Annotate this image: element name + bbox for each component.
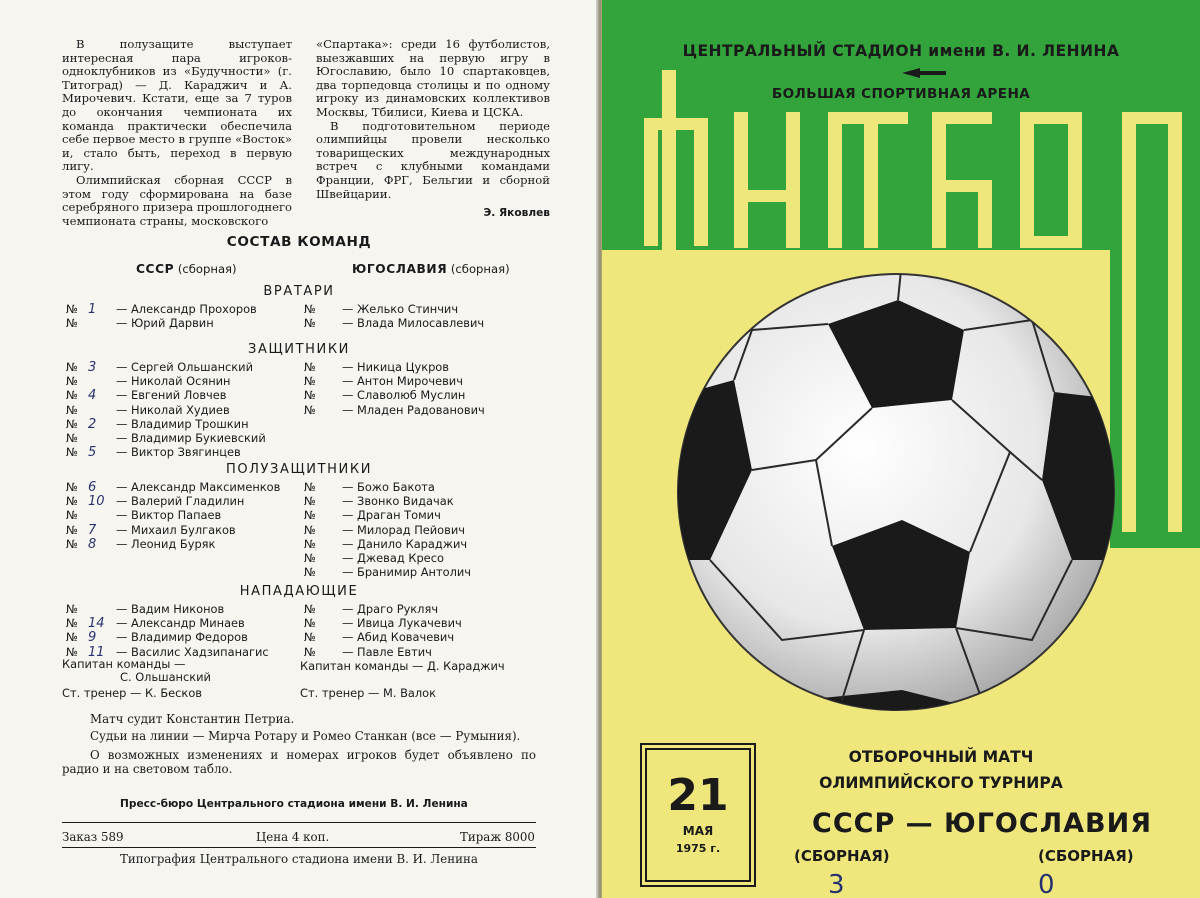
imprint-divider <box>62 847 536 848</box>
section-title: НАПАДАЮЩИЕ <box>239 584 359 599</box>
number-sign: № <box>66 316 78 331</box>
handwritten-number: 1 <box>88 302 97 317</box>
number-sign: № <box>304 536 316 551</box>
player-name: — Бранимир Антолич <box>342 565 471 580</box>
number-sign: № <box>66 402 78 417</box>
number-sign: № <box>66 630 78 645</box>
player-name: — Ивица Лукачевич <box>342 616 462 631</box>
number-sign: № <box>304 402 316 417</box>
player-row-yugoslavia <box>304 538 467 552</box>
coach-right: Ст. тренер — М. Валок <box>300 686 437 700</box>
handwritten-number: 14 <box>88 616 105 632</box>
player-row-ussr <box>66 617 245 631</box>
imprint-divider <box>62 822 536 823</box>
score-right: 0 <box>1038 870 1055 898</box>
player-name: — Виктор Папаев <box>116 508 222 523</box>
match-day: 21 <box>667 770 729 821</box>
player-row-ussr <box>66 361 253 375</box>
player-name: — Джевад Кресо <box>342 551 444 565</box>
player-name: — Александр Максименков <box>116 480 281 494</box>
player-row-yugoslavia <box>304 361 449 375</box>
handwritten-number: 5 <box>88 445 97 461</box>
number-sign: № <box>304 316 316 331</box>
number-sign: № <box>304 522 316 537</box>
arena-name: БОЛЬШАЯ СПОРТИВНАЯ АРЕНА <box>771 86 1031 102</box>
player-name: — Владимир Трошкин <box>116 416 249 431</box>
program-inner-page <box>0 0 598 898</box>
number-sign: № <box>304 360 316 374</box>
number-sign: № <box>304 565 316 580</box>
player-name: — Данило Караджич <box>342 536 468 551</box>
player-name: — Валерий Гладилин <box>116 494 245 509</box>
intro-column-left <box>62 38 292 228</box>
coach-left: Ст. тренер — К. Бесков <box>62 686 202 700</box>
number-sign: № <box>66 374 78 389</box>
number-sign: № <box>304 302 316 316</box>
player-name: — Александр Минаев <box>116 616 245 631</box>
player-name: — Николай Осянин <box>116 374 231 389</box>
referee: Матч судит Константин Петриа. <box>90 712 295 726</box>
printer: Типография Центрального стадиона имени В. И. Ленина <box>120 852 478 866</box>
player-name: — Влада Милосавлевич <box>342 316 485 331</box>
player-name: — Божо Бакота <box>342 480 435 494</box>
player-row-yugoslavia <box>304 317 484 331</box>
player-row-yugoslavia <box>304 566 471 580</box>
number-sign: № <box>66 388 78 403</box>
player-name: — Павле Евтич <box>342 644 432 659</box>
section-title: ПОЛУЗАЩИТНИКИ <box>225 462 373 477</box>
player-name: — Драго Рукляч <box>342 602 439 616</box>
linesmen: Судьи на линии — Мирча Ротару и Ромео Станкан (все — Румыния). <box>90 729 521 743</box>
player-row-ussr <box>66 404 230 418</box>
number-sign: № <box>304 508 316 523</box>
intro-paragraph: В полузащите выступает интересная пара игроков-одноклубников из «Будучности» (г. Титоград) — Д. Караджич и А. Мирочевич. Кстати, еще за 7 туров до окончания чемпионата их команда практически обеспечила себе первое место в группе «Восток» и, стало быть, переход в первую лигу. <box>62 37 292 174</box>
team-left-note: (сборная) <box>177 262 237 276</box>
handwritten-number: 3 <box>88 360 97 375</box>
match-type-line1: ОТБОРОЧНЫЙ МАТЧ <box>848 748 1034 766</box>
player-row-ussr <box>66 538 215 552</box>
intro-paragraph: «Спартака»: среди 16 футболистов, выезжавших на первую игру в Югославию, было 10 спартаковцев, два торпедовца столицы и по одному игроку из динамовских коллективов Москвы, Тбилиси, Киева и ЦСКА. <box>316 37 550 119</box>
player-row-yugoslavia <box>304 389 465 403</box>
player-row-ussr <box>66 418 249 432</box>
captain-left-label: Капитан команды — <box>62 657 186 671</box>
player-row-yugoslavia <box>304 617 462 631</box>
print-run: Тираж 8000 <box>460 830 535 844</box>
team-left-heading <box>136 262 237 276</box>
player-row-yugoslavia <box>304 509 441 523</box>
order-number: Заказ 589 <box>62 830 124 844</box>
handwritten-number: 10 <box>88 494 105 510</box>
number-sign: № <box>66 508 78 523</box>
match-month: МАЯ <box>682 824 714 838</box>
number-sign: № <box>66 536 78 551</box>
player-row-ussr <box>66 446 241 460</box>
handwritten-number: 4 <box>88 388 97 404</box>
stadium-name: ЦЕНТРАЛЬНЫЙ СТАДИОН имени В. И. ЛЕНИНА <box>682 42 1120 60</box>
player-name: — Владимир Букиевский <box>116 431 266 445</box>
player-name: — Евгений Ловчев <box>116 388 227 403</box>
player-row-ussr <box>66 509 221 523</box>
number-sign: № <box>66 522 78 537</box>
player-row-yugoslavia <box>304 646 432 660</box>
match-type <box>602 748 1200 792</box>
intro-paragraph: В подготовительном периоде олимпийцы провели несколько товарищеских международных встреч с клубными командами Франции, ФРГ, Бельгии и сборной Швейцарии. <box>316 118 550 201</box>
intro-column-right <box>316 38 550 221</box>
player-row-yugoslavia <box>304 375 463 389</box>
number-sign: № <box>66 360 78 374</box>
captain-left-name: С. Ольшанский <box>120 670 211 684</box>
player-name: — Младен Радованович <box>342 402 485 417</box>
arrow-ornament <box>920 71 946 75</box>
section-title: ЗАЩИТНИКИ <box>248 342 350 357</box>
handwritten-number: 2 <box>88 416 97 432</box>
player-row-ussr <box>66 631 248 645</box>
player-row-ussr <box>66 481 280 495</box>
player-row-yugoslavia <box>304 603 438 617</box>
number-sign: № <box>304 480 316 494</box>
number-sign: № <box>66 445 78 460</box>
player-name: — Владимир Федоров <box>116 630 248 645</box>
team-right-note: (сборная) <box>450 262 510 276</box>
match-teams: СССР — ЮГОСЛАВИЯ <box>812 808 1152 839</box>
player-name: — Виктор Звягинцев <box>116 445 241 460</box>
player-name: — Юрий Дарвин <box>116 316 214 331</box>
press-office: Пресс-бюро Центрального стадиона имени В. И. Ленина <box>120 798 468 810</box>
player-name: — Драган Томич <box>342 508 441 523</box>
number-sign: № <box>304 374 316 389</box>
number-sign: № <box>304 630 316 645</box>
handwritten-number: 7 <box>88 522 97 538</box>
player-row-ussr <box>66 389 227 403</box>
number-sign: № <box>304 494 316 509</box>
handwritten-number: 6 <box>88 480 97 495</box>
price: Цена 4 коп. <box>256 830 330 844</box>
player-row-ussr <box>66 603 224 617</box>
player-name: — Желько Стинчич <box>342 302 459 316</box>
number-sign: № <box>66 416 78 431</box>
match-year: 1975 г. <box>675 842 721 855</box>
team-left-name: СССР <box>136 262 175 276</box>
player-row-yugoslavia <box>304 481 435 495</box>
match-type-line2: ОЛИМПИЙСКОГО ТУРНИРА <box>819 774 1063 792</box>
team-right-name: ЮГОСЛАВИЯ <box>352 262 448 276</box>
author-signature: Э. Яковлев <box>483 207 550 220</box>
intro-paragraph: Олимпийская сборная СССР в этом году сформирована на базе серебряного призера прошлогоднего чемпионата страны, московского <box>62 172 292 228</box>
number-sign: № <box>304 388 316 403</box>
player-row-yugoslavia <box>304 552 444 566</box>
player-name: — Милорад Пейович <box>342 522 465 537</box>
number-sign: № <box>66 644 78 659</box>
number-sign: № <box>66 616 78 631</box>
handwritten-number: 11 <box>88 644 105 660</box>
player-row-ussr <box>66 317 214 331</box>
team-right-heading <box>352 262 510 276</box>
player-name: — Вадим Никонов <box>116 602 225 616</box>
player-row-ussr <box>66 524 236 538</box>
composition-title: СОСТАВ КОМАНД <box>226 234 372 250</box>
player-name: — Василис Хадзипанагис <box>116 644 269 659</box>
number-sign: № <box>304 551 316 565</box>
number-sign: № <box>304 602 316 616</box>
number-sign: № <box>66 494 78 509</box>
player-row-ussr <box>66 303 257 317</box>
number-sign: № <box>304 644 316 659</box>
player-name: — Леонид Буряк <box>116 536 216 551</box>
player-row-yugoslavia <box>304 524 465 538</box>
player-name: — Михаил Булгаков <box>116 522 236 537</box>
team2-note: (СБОРНАЯ) <box>1038 847 1134 865</box>
handwritten-number: 8 <box>88 536 97 552</box>
player-name: — Александр Прохоров <box>116 302 257 316</box>
player-row-yugoslavia <box>304 404 485 418</box>
player-name: — Антон Мирочевич <box>342 374 463 389</box>
player-name: — Звонко Видачак <box>342 494 454 509</box>
player-name: — Славолюб Муслин <box>342 388 466 403</box>
number-sign: № <box>66 302 78 316</box>
player-row-ussr <box>66 375 231 389</box>
player-row-yugoslavia <box>304 495 454 509</box>
captain-right: Капитан команды — Д. Караджич <box>300 659 505 673</box>
handwritten-number: 9 <box>88 630 97 646</box>
program-cover <box>602 0 1200 898</box>
player-row-yugoslavia <box>304 631 454 645</box>
team1-note: (СБОРНАЯ) <box>794 847 890 865</box>
player-name: — Николай Худиев <box>116 402 230 417</box>
score-left: 3 <box>828 870 845 898</box>
player-row-ussr <box>66 432 266 446</box>
player-name: — Сергей Ольшанский <box>116 360 253 374</box>
change-notice: О возможных изменениях и номерах игроков будет объявлено по радио и на световом табло. <box>62 748 536 776</box>
number-sign: № <box>66 602 78 616</box>
number-sign: № <box>66 480 78 494</box>
section-title: ВРАТАРИ <box>263 284 335 299</box>
player-row-yugoslavia <box>304 303 458 317</box>
number-sign: № <box>304 616 316 631</box>
player-name: — Никица Цукров <box>342 360 449 374</box>
player-name: — Абид Ковачевич <box>342 630 455 645</box>
number-sign: № <box>66 431 78 445</box>
player-row-ussr <box>66 495 244 509</box>
